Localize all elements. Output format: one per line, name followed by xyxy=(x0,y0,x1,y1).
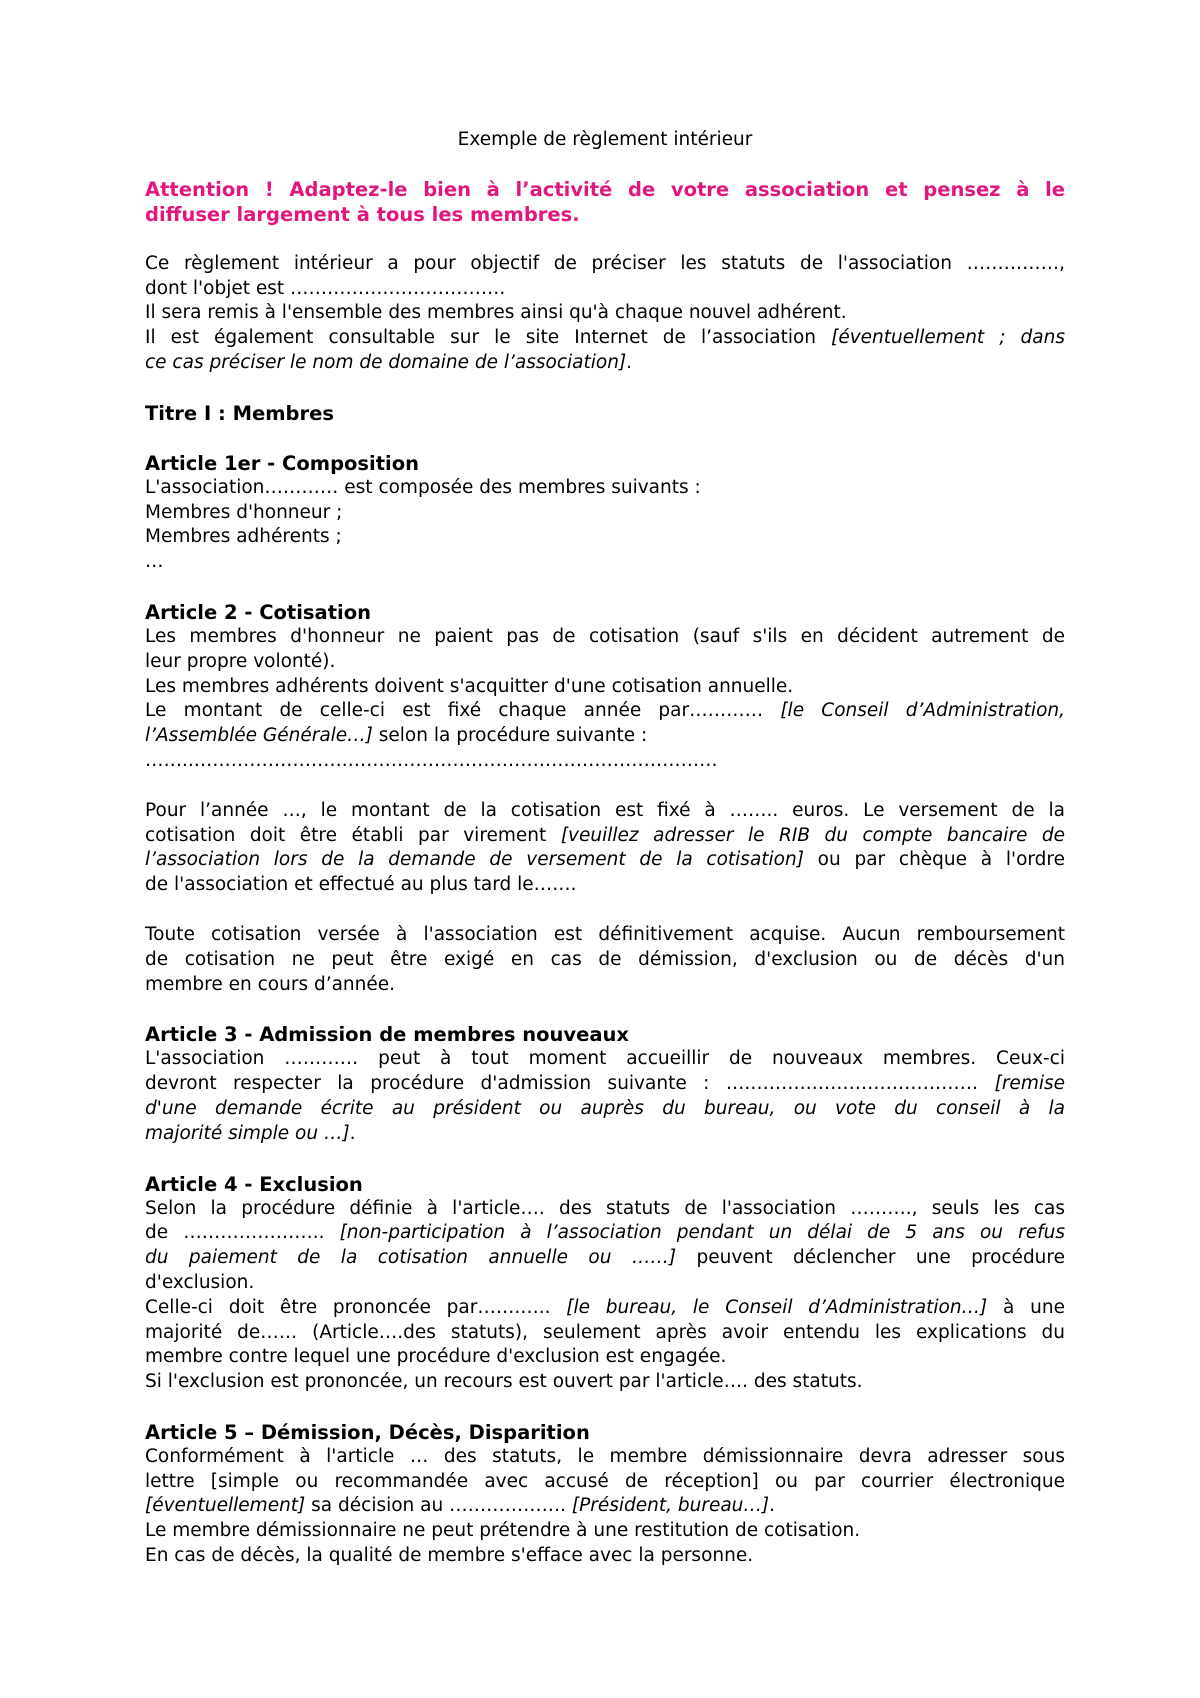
article-line xyxy=(145,1246,1065,1271)
article-text: à une xyxy=(987,1296,1065,1318)
article-italic-text: [remise xyxy=(994,1073,1065,1095)
article-3 xyxy=(145,1022,1065,1146)
article-line: … xyxy=(145,551,164,573)
article-2-paragraph-3 xyxy=(145,923,1065,997)
article-line xyxy=(145,699,1065,724)
article-text: peuvent déclencher une procédure xyxy=(676,1247,1065,1269)
article-text: sa décision au ………………. xyxy=(305,1495,572,1517)
intro-text: . xyxy=(626,351,633,373)
intro-line xyxy=(145,326,1065,351)
article-line xyxy=(145,1097,1065,1122)
article-italic-text: l’Assemblée Générale…] xyxy=(145,725,373,747)
article-italic-text: [veuillez adresser le RIB du compte bancaire de xyxy=(560,824,1066,846)
article-text: Le montant de celle-ci est fixé chaque année par………… xyxy=(145,700,781,722)
article-text: . xyxy=(349,1122,356,1144)
intro-line: Il sera remis à l'ensemble des membres ainsi qu'à chaque nouvel adhérent. xyxy=(145,302,847,324)
article-italic-text: majorité simple ou …] xyxy=(145,1122,350,1144)
attention-line-2: diffuser largement à tous les membres. xyxy=(145,202,580,226)
article-italic-text: [le bureau, le Conseil d’Administration…] xyxy=(566,1296,988,1318)
article-italic-text: l’association lors de la demande de versement de la cotisation] xyxy=(145,849,804,871)
article-italic-text: d'une demande écrite au président ou auprès du bureau, ou vote du conseil à la xyxy=(145,1097,1065,1119)
article-italic-text: du paiement de la cotisation annuelle ou ……] xyxy=(145,1247,677,1269)
article-italic-text: [non-participation à l’association pendant un délai de 5 ans ou refus xyxy=(339,1222,1065,1244)
intro-italic-text: [éventuellement ; dans xyxy=(831,327,1065,349)
article-line: Les membres adhérents doivent s'acquitter d'une cotisation annuelle. xyxy=(145,675,794,697)
article-line: L'association ………… peut à tout moment accueillir de nouveaux membres. Ceux-ci xyxy=(145,1048,1065,1070)
attention-line-1: Attention ! Adaptez-le bien à l’activité de votre association et pensez à le xyxy=(145,177,1065,201)
article-line: de l'association et effectué au plus tard le……. xyxy=(145,874,577,896)
section-title-membres: Titre I : Membres xyxy=(145,401,334,425)
article-line xyxy=(145,1122,1065,1147)
article-line xyxy=(145,1494,1065,1519)
article-heading: Article 3 - Admission de membres nouveaux xyxy=(145,1023,629,1047)
article-heading: Article 1er - Composition xyxy=(145,451,420,475)
article-heading: Article 2 - Cotisation xyxy=(145,600,371,624)
article-text: devront respecter la procédure d'admission suivante : ….……….……………………… xyxy=(145,1073,995,1095)
intro-line: Ce règlement intérieur a pour objectif de préciser les statuts de l'association ……………, xyxy=(145,252,1065,274)
article-line xyxy=(145,724,1065,749)
article-line: lettre [simple ou recommandée avec accusé de réception] ou par courrier électronique xyxy=(145,1470,1065,1492)
article-heading: Article 4 - Exclusion xyxy=(145,1172,363,1196)
article-line: Les membres d'honneur ne paient pas de cotisation (sauf s'ils en décident autrement de xyxy=(145,625,1065,647)
article-text: cotisation doit être établi par virement xyxy=(145,824,561,846)
article-line: L'association………… est composée des membres suivants : xyxy=(145,476,701,498)
article-heading: Article 5 – Démission, Décès, Disparition xyxy=(145,1420,590,1444)
article-line: de cotisation ne peut être exigé en cas de démission, d'exclusion ou de décès d'un xyxy=(145,948,1065,970)
article-4 xyxy=(145,1172,1065,1395)
article-line: Membres d'honneur ; xyxy=(145,501,343,523)
article-italic-text: [le Conseil d’Administration, xyxy=(780,700,1065,722)
article-line xyxy=(145,1296,1065,1321)
intro-line xyxy=(145,351,1065,376)
document-page xyxy=(145,128,1065,1594)
article-line xyxy=(145,824,1065,849)
article-line: d'exclusion. xyxy=(145,1271,255,1293)
article-italic-text: [éventuellement] xyxy=(145,1495,306,1517)
article-5 xyxy=(145,1420,1065,1569)
article-line: Membres adhérents ; xyxy=(145,526,342,548)
article-line xyxy=(145,848,1065,873)
article-line: membre contre lequel une procédure d'exclusion est engagée. xyxy=(145,1346,727,1368)
attention-notice xyxy=(145,177,1065,227)
article-2-paragraph-2 xyxy=(145,799,1065,898)
article-line: Le membre démissionnaire ne peut prétendre à une restitution de cotisation. xyxy=(145,1520,861,1542)
article-2 xyxy=(145,600,1065,774)
article-line: Pour l’année …, le montant de la cotisation est fixé à …….. euros. Le versement de la xyxy=(145,799,1065,821)
intro-line: dont l'objet est …………….………………. xyxy=(145,277,506,299)
article-line: majorité de…… (Article….des statuts), seulement après avoir entendu les explications du xyxy=(145,1321,1065,1343)
document-title: Exemple de règlement intérieur xyxy=(457,129,753,150)
article-text: de ………………….. xyxy=(145,1222,340,1244)
intro-text: Il est également consultable sur le site Internet de l’association xyxy=(145,327,832,349)
article-text: . xyxy=(769,1495,776,1517)
article-line: En cas de décès, la qualité de membre s'efface avec la personne. xyxy=(145,1545,754,1567)
intro-italic-text: ce cas préciser le nom de domaine de l’association] xyxy=(145,351,627,373)
article-line: membre en cours d’année. xyxy=(145,973,396,995)
intro-paragraph xyxy=(145,252,1065,376)
article-1 xyxy=(145,451,1065,575)
article-line: Toute cotisation versée à l'association est définitivement acquise. Aucun remboursement xyxy=(145,923,1065,945)
article-line xyxy=(145,1221,1065,1246)
article-line: ……..…………………….…………………………………………………… xyxy=(145,749,718,771)
article-line: Selon la procédure définie à l'article…. des statuts de l'association ………., seuls les cas xyxy=(145,1197,1065,1219)
article-line xyxy=(145,1072,1065,1097)
article-line: Si l'exclusion est prononcée, un recours est ouvert par l'article…. des statuts. xyxy=(145,1371,863,1393)
article-italic-text: [Président, bureau…] xyxy=(571,1495,770,1517)
article-line: leur propre volonté). xyxy=(145,650,336,672)
article-line: Conformément à l'article … des statuts, le membre démissionnaire devra adresser sous xyxy=(145,1445,1065,1467)
article-text: Celle-ci doit être prononcée par…….….. xyxy=(145,1296,567,1318)
article-text: ou par chèque à l'ordre xyxy=(803,849,1065,871)
article-text: selon la procédure suivante : xyxy=(372,725,648,747)
